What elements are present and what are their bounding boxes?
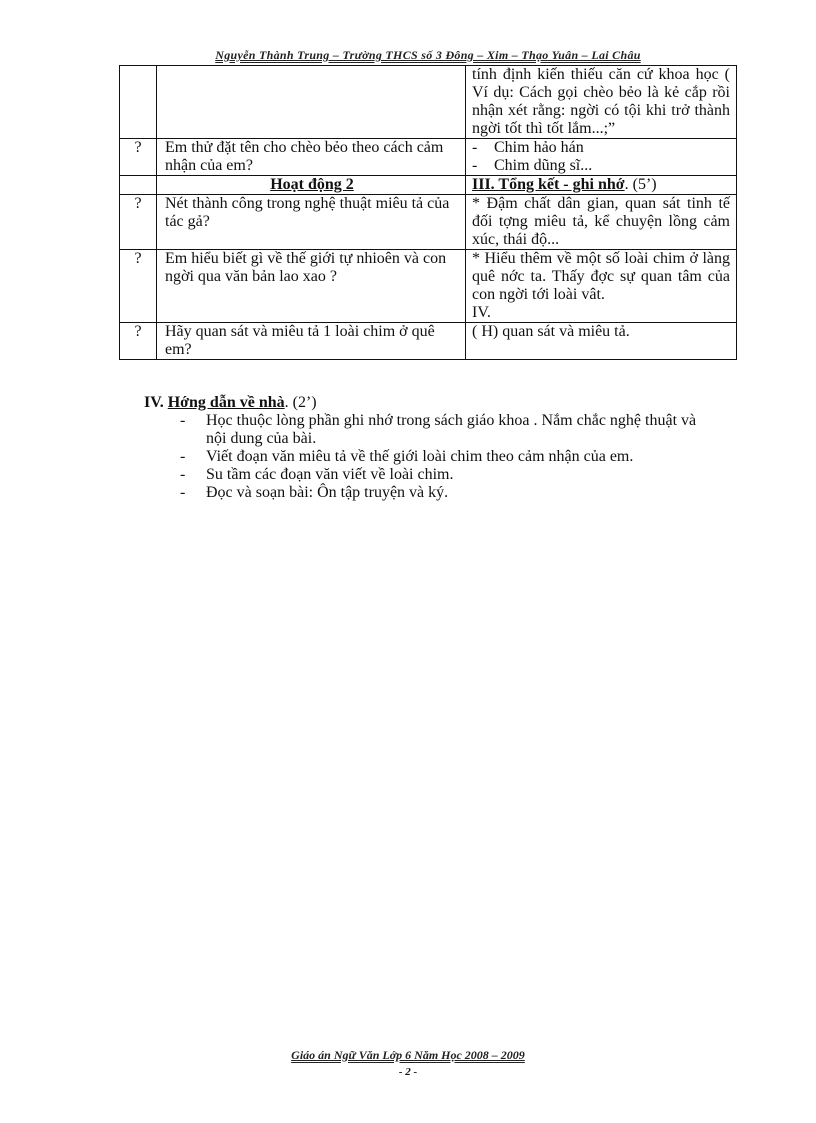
- question-mark: ?: [134, 195, 142, 212]
- table-row: [120, 323, 737, 360]
- homework-list: [144, 412, 704, 502]
- question-mark: ?: [134, 250, 142, 267]
- table-row: Hoạt động 2 III. Tổng kết - ghi nhớ. (5’): [120, 176, 737, 195]
- table-row: [120, 195, 737, 250]
- answer-text: * Đậm chất dân gian, quan sát tinh tế đối tợng miêu tả, kể chuyện lồng cảm xúc, thái độ...: [472, 195, 730, 248]
- question-mark: ?: [134, 323, 142, 340]
- question-mark: ?: [134, 139, 142, 156]
- table-row: [120, 139, 737, 176]
- list-item: - Viết đoạn văn miêu tả về thế giới loài chim theo cảm nhận của em.: [180, 448, 634, 465]
- list-item: - Đọc và soạn bài: Ôn tập truyện và ký.: [180, 484, 449, 501]
- list-item: - Su tầm các đoạn văn viết về loài chim.: [180, 466, 454, 483]
- answer-text: ( H) quan sát và miêu tả.: [472, 323, 630, 340]
- page-header: Nguyễn Thành Trung – Trường THCS số 3 Đông – Xim – Thạo Yuân – Lai Châu: [215, 48, 641, 62]
- homework-heading: IV. Hớng dẫn về nhà. (2’): [144, 394, 317, 411]
- list-item: - Chim dũng sĩ...: [472, 157, 593, 174]
- question-text: Em hiểu biết gì về thế giới tự nhioên và con ngời qua văn bản lao xao ?: [165, 250, 447, 285]
- page-footer: Giáo án Ngữ Văn Lớp 6 Năm Học 2008 – 2009: [291, 1048, 525, 1062]
- cell-text: tính định kiến thiếu căn cứ khoa học ( Ví dụ: Cách gọi chèo bẻo là kẻ cắp rồi nhận xét rằng: ngời có tội khi trở thành ngời tốt thì tốt lắm...;”: [472, 66, 730, 137]
- page-number: - 2 -: [398, 1066, 418, 1078]
- list-item: - Học thuộc lòng phần ghi nhớ trong sách giáo khoa . Nắm chắc nghệ thuật và nội dung của bài.: [180, 412, 697, 447]
- list-item: - Chim hảo hán: [472, 139, 584, 156]
- answer-extra: IV.: [472, 304, 491, 321]
- question-text: Nét thành công trong nghệ thuật miêu tả của tác gả?: [165, 195, 450, 230]
- section-title: III. Tổng kết - ghi nhớ: [472, 176, 625, 193]
- question-text: Em thử đặt tên cho chèo bẻo theo cách cảm nhận của em?: [165, 139, 444, 174]
- question-text: Hãy quan sát và miêu tả 1 loài chim ở quê em?: [165, 323, 435, 358]
- activity-title: Hoạt động 2: [270, 176, 354, 193]
- lesson-table: [119, 65, 737, 360]
- answer-text: * Hiểu thêm về một số loài chim ở làng quê nớc ta. Thấy đợc sự quan tâm của con ngời tới loài vât.: [472, 250, 730, 303]
- homework-section: [144, 394, 704, 502]
- table-row: [120, 66, 737, 139]
- table-row: [120, 250, 737, 323]
